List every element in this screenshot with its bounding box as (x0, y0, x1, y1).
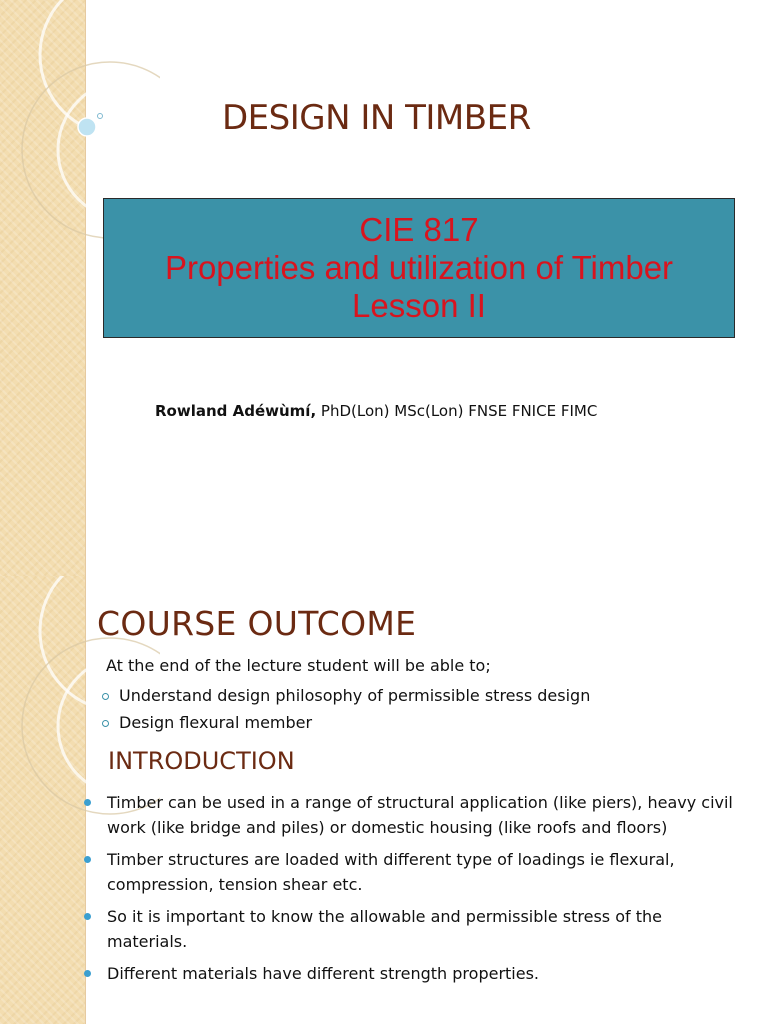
introduction-heading: INTRODUCTION (108, 747, 295, 775)
outcome-text: Understand design philosophy of permissible stress design (119, 686, 591, 705)
bullet-text: Different materials have different strength properties. (107, 964, 539, 983)
course-code: CIE 817 (359, 211, 479, 248)
author-name: Rowland Adéwùmí, (155, 402, 317, 420)
ring-bullet-icon (102, 693, 109, 700)
bullet-dot-icon (84, 856, 91, 863)
outcome-item (100, 709, 590, 736)
outcome-text: Design flexural member (119, 713, 313, 732)
bullet-item (82, 904, 746, 954)
bullet-dot-icon (84, 970, 91, 977)
bullet-item (82, 790, 746, 840)
bullet-item (82, 961, 746, 986)
bullet-dot-icon (84, 799, 91, 806)
ring-bullet-icon (102, 720, 109, 727)
author-credentials: PhD(Lon) MSc(Lon) FNSE FNICE FIMC (316, 402, 598, 420)
bullet-text: Timber structures are loaded with different type of loadings ie flexural, compression, tension shear etc. (107, 850, 675, 894)
bullet-text: So it is important to know the allowable and permissible stress of the materials. (107, 907, 662, 951)
outcome-list (100, 682, 590, 736)
author-line (155, 402, 597, 420)
slide-title-heading: DESIGN IN TIMBER (222, 98, 531, 138)
course-title: Properties and utilization of Timber (164, 249, 674, 286)
course-outcome-heading: COURSE OUTCOME (97, 604, 417, 643)
course-info-box (103, 198, 735, 338)
outcome-intro: At the end of the lecture student will be able to; (106, 656, 491, 675)
slide-course-outcome (0, 576, 768, 1024)
bullet-dot-icon (84, 913, 91, 920)
introduction-bullets (82, 790, 746, 993)
bullet-text: Timber can be used in a range of structural application (like piers), heavy civil work (like bridge and piles) or domestic housing (like roofs and floors) (107, 793, 733, 837)
bullet-item (82, 847, 746, 897)
outcome-item (100, 682, 590, 709)
lesson-label: Lesson II (352, 287, 486, 324)
